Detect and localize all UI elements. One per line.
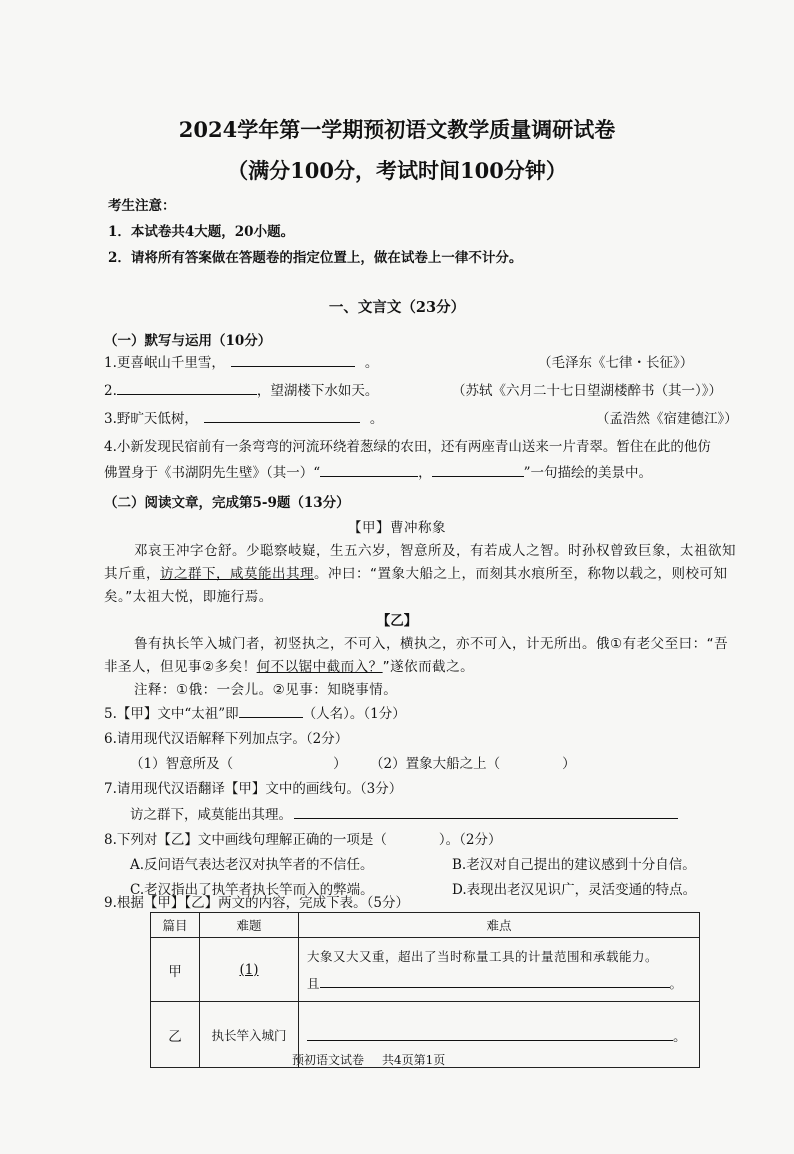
q8-option-b: B.老汉对自己提出的建议感到十分自信。 [452,857,696,873]
notice-item-2: 2．请将所有答案做在答题卷的指定位置上，做在试卷上一律不计分。 [108,250,523,266]
q8-option-c: C.老汉指出了执竿者执长竿而入的弊端。 [130,882,374,898]
passage-jia-line-3: 矣。”太祖大悦，即施行焉。 [104,589,273,605]
q9-row-jia [151,938,700,1002]
q4-answer-blank-1[interactable] [320,462,418,477]
question-9: 9.根据【甲】【乙】两文的内容，完成下表。（5分） [104,895,409,911]
q1-text: 1.更喜岷山千里雪， [104,355,225,371]
question-1: 1.更喜岷山千里雪， 。 [104,351,378,371]
question-4-line-1: 4.小新发现民宿前有一条弯弯的河流环绕着葱绿的农田，还有两座青山送来一片青翠。暂住在此的他仿 [104,439,711,455]
jia-underlined-sentence: 访之群下，咸莫能出其理 [160,566,314,582]
passage-jia-line-2: 其斤重，访之群下，咸莫能出其理。冲曰：“置象大船之上，而刻其水痕所至，称物以载之，则校可知 [104,566,728,582]
passage-yi-heading: 【乙】 [376,613,418,629]
passage-yi-notes: 注释：①俄：一会儿。②见事：知晓事情。 [134,682,398,698]
q3-answer-blank[interactable] [204,408,360,423]
part1-title: （一）默写与运用（10分） [104,333,272,349]
question-8: 8.下列对【乙】文中画线句理解正确的一项是（ ）。（2分） [104,832,502,848]
yi-underlined-sentence: 何不以锯中截而入？ [256,659,383,675]
question-3: 3.野旷天低树， 。 [104,407,383,427]
q3-source: （孟浩然《宿建德江》） [596,411,738,427]
question-2: 2. ，望湖楼下水如天。 [104,379,378,399]
passage-yi-line-2: 非圣人，但见事②多矣！何不以锯中截而入？”遂依而截之。 [104,659,475,675]
question-6-item-2: （2）置象大船之上（ ） [370,756,576,772]
q2-source: （苏轼《六月二十七日望湖楼醉书（其一）》） [452,383,722,399]
q9-table [150,912,700,1068]
passage-jia-heading: 【甲】曹冲称象 [348,520,446,536]
question-6: 6.请用现代汉语解释下列加点字。（2分） [104,731,349,747]
q1-source: （毛泽东《七律・长征》） [538,355,694,371]
part2-title: （二）阅读文章，完成第5-9题（13分） [104,495,350,511]
q9-header-difficulty: 难点 [299,913,700,938]
q2-answer-blank[interactable] [117,380,257,395]
q4-answer-blank-2[interactable] [432,462,524,477]
q2-text: ，望湖楼下水如天。 [256,383,379,399]
q9-row2-problem: 执长竿入城门 [200,1002,299,1068]
q9-header-piece: 篇目 [151,913,200,938]
q9-row1-piece: 甲 [151,938,200,1002]
notice-heading: 考生注意： [108,198,176,214]
question-7-sentence: 访之群下，咸莫能出其理。 [130,803,678,823]
passage-jia-line-1: 邓哀王冲字仓舒。少聪察岐嶷，生五六岁，智意所及，有若成人之智。时孙权曾致巨象，太祖欲知 [134,543,736,559]
q9-header-problem: 难题 [200,913,299,938]
q1-answer-blank[interactable] [231,352,355,367]
footer [292,1051,445,1068]
q9-row2-difficulty: 。 [299,1002,700,1068]
q9-row1-answer-blank[interactable] [320,973,670,988]
q8-option-a: A.反问语气表达老汉对执竿者的不信任。 [130,857,374,873]
section-title: 一、文言文（23分） [328,299,466,316]
passage-yi-line-1: 鲁有执长竿入城门者，初竖执之，不可入，横执之，亦不可入，计无所出。俄①有老父至曰：“吾 [134,636,729,652]
exam-title: 2024学年第一学期预初语文教学质量调研试卷 [178,117,616,142]
q8-option-d: D.表现出老汉见识广，灵活变通的特点。 [452,882,697,898]
q9-row2-answer-blank[interactable] [307,1026,673,1041]
q7-answer-blank[interactable] [294,804,678,819]
notice-item-1: 1．本试卷共4大题，20小题。 [108,224,295,240]
q9-row2-piece: 乙 [151,1002,200,1068]
q5-answer-blank[interactable] [239,703,303,718]
question-7: 7.请用现代汉语翻译【甲】文中的画线句。（3分） [104,781,403,797]
question-5: 5.【甲】文中“太祖”即 （人名）。（1分） [104,702,406,722]
footer-page-number: 共4页第1页 [382,1053,446,1067]
exam-subtitle: （满分100分，考试时间100分钟） [227,158,567,183]
question-6-item-1: （1）智意所及（ ） [130,756,347,772]
question-4-line-2: 佛置身于《书湖阴先生壁》（其一）“ ， ”一句描绘的美景中。 [104,461,652,481]
footer-label: 预初语文试卷 [292,1053,365,1067]
q9-row1-difficulty: 大象又大又重，超出了当时称量工具的计量范围和承载能力。 且 。 [299,938,700,1002]
q9-header-row [151,913,700,938]
q3-text: 3.野旷天低树， [104,411,198,427]
q9-row1-problem[interactable]: (1) [200,938,299,1002]
